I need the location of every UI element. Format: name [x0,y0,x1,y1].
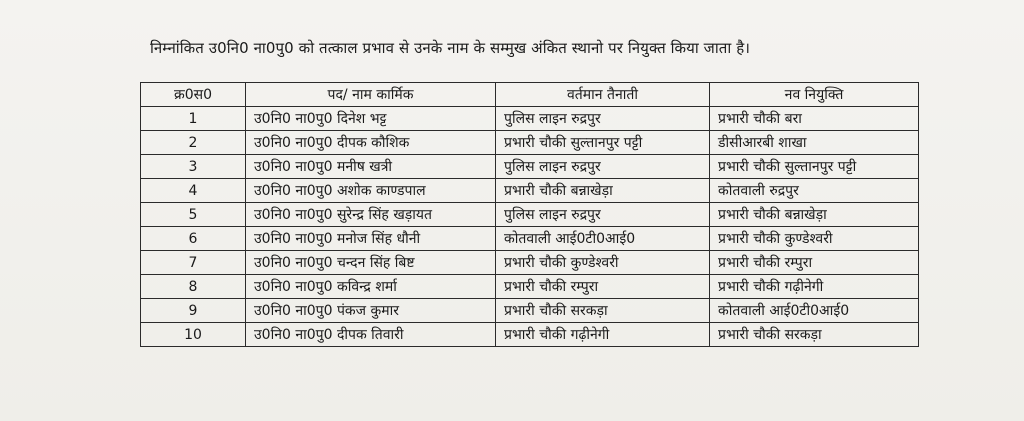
table-row [141,275,919,299]
new-posting-cell: प्रभारी चौकी बरा [710,107,919,131]
table-row [141,155,919,179]
new-posting-cell: प्रभारी चौकी कुण्डेश्वरी [710,227,919,251]
name-cell: उ0नि0 ना0पु0 अशोक काण्डपाल [246,179,496,203]
current-posting-cell: प्रभारी चौकी बन्नाखेड़ा [496,179,710,203]
table-row [141,227,919,251]
new-posting-cell: कोतवाली रुद्रपुर [710,179,919,203]
serial-number-cell: 10 [141,323,246,347]
current-posting-cell: पुलिस लाइन रुद्रपुर [496,155,710,179]
new-posting-cell: प्रभारी चौकी बन्नाखेड़ा [710,203,919,227]
name-cell: उ0नि0 ना0पु0 कविन्द्र शर्मा [246,275,496,299]
name-cell: उ0नि0 ना0पु0 चन्दन सिंह बिष्ट [246,251,496,275]
table-row [141,203,919,227]
new-posting-cell: डीसीआरबी शाखा [710,131,919,155]
serial-number-cell: 2 [141,131,246,155]
serial-number-cell: 8 [141,275,246,299]
new-posting-cell: प्रभारी चौकी रम्पुरा [710,251,919,275]
current-posting-cell: प्रभारी चौकी कुण्डेश्वरी [496,251,710,275]
serial-number-cell: 6 [141,227,246,251]
new-posting-cell: कोतवाली आई0टी0आई0 [710,299,919,323]
table-row [141,107,919,131]
current-posting-cell: प्रभारी चौकी सरकड़ा [496,299,710,323]
serial-number-cell: 7 [141,251,246,275]
table-row [141,299,919,323]
table-row [141,131,919,155]
header-new-posting: नव नियुक्ति [710,83,919,107]
current-posting-cell: कोतवाली आई0टी0आई0 [496,227,710,251]
name-cell: उ0नि0 ना0पु0 पंकज कुमार [246,299,496,323]
serial-number-cell: 3 [141,155,246,179]
header-name-rank: पद/ नाम कार्मिक [246,83,496,107]
name-cell: उ0नि0 ना0पु0 सुरेन्द्र सिंह खड़ायत [246,203,496,227]
table-row [141,323,919,347]
new-posting-cell: प्रभारी चौकी गढ़ीनेगी [710,275,919,299]
new-posting-cell: प्रभारी चौकी सरकड़ा [710,323,919,347]
name-cell: उ0नि0 ना0पु0 मनोज सिंह धौनी [246,227,496,251]
table-row [141,251,919,275]
header-serial-number: क्र0स0 [141,83,246,107]
serial-number-cell: 4 [141,179,246,203]
name-cell: उ0नि0 ना0पु0 दीपक कौशिक [246,131,496,155]
name-cell: उ0नि0 ना0पु0 दीपक तिवारी [246,323,496,347]
current-posting-cell: प्रभारी चौकी रम्पुरा [496,275,710,299]
serial-number-cell: 9 [141,299,246,323]
current-posting-cell: प्रभारी चौकी सुल्तानपुर पट्टी [496,131,710,155]
order-heading: निम्नांकित उ0नि0 ना0पु0 को तत्काल प्रभाव से उनके नाम के सम्मुख अंकित स्थानो पर नियुक्त किया जाता है। [150,39,751,57]
name-cell: उ0नि0 ना0पु0 मनीष खत्री [246,155,496,179]
current-posting-cell: पुलिस लाइन रुद्रपुर [496,107,710,131]
table-header-row [141,83,919,107]
table-row [141,179,919,203]
serial-number-cell: 1 [141,107,246,131]
transfer-table [140,82,919,347]
current-posting-cell: प्रभारी चौकी गढ़ीनेगी [496,323,710,347]
current-posting-cell: पुलिस लाइन रुद्रपुर [496,203,710,227]
new-posting-cell: प्रभारी चौकी सुल्तानपुर पट्टी [710,155,919,179]
serial-number-cell: 5 [141,203,246,227]
name-cell: उ0नि0 ना0पु0 दिनेश भट्ट [246,107,496,131]
header-current-posting: वर्तमान तैनाती [496,83,710,107]
